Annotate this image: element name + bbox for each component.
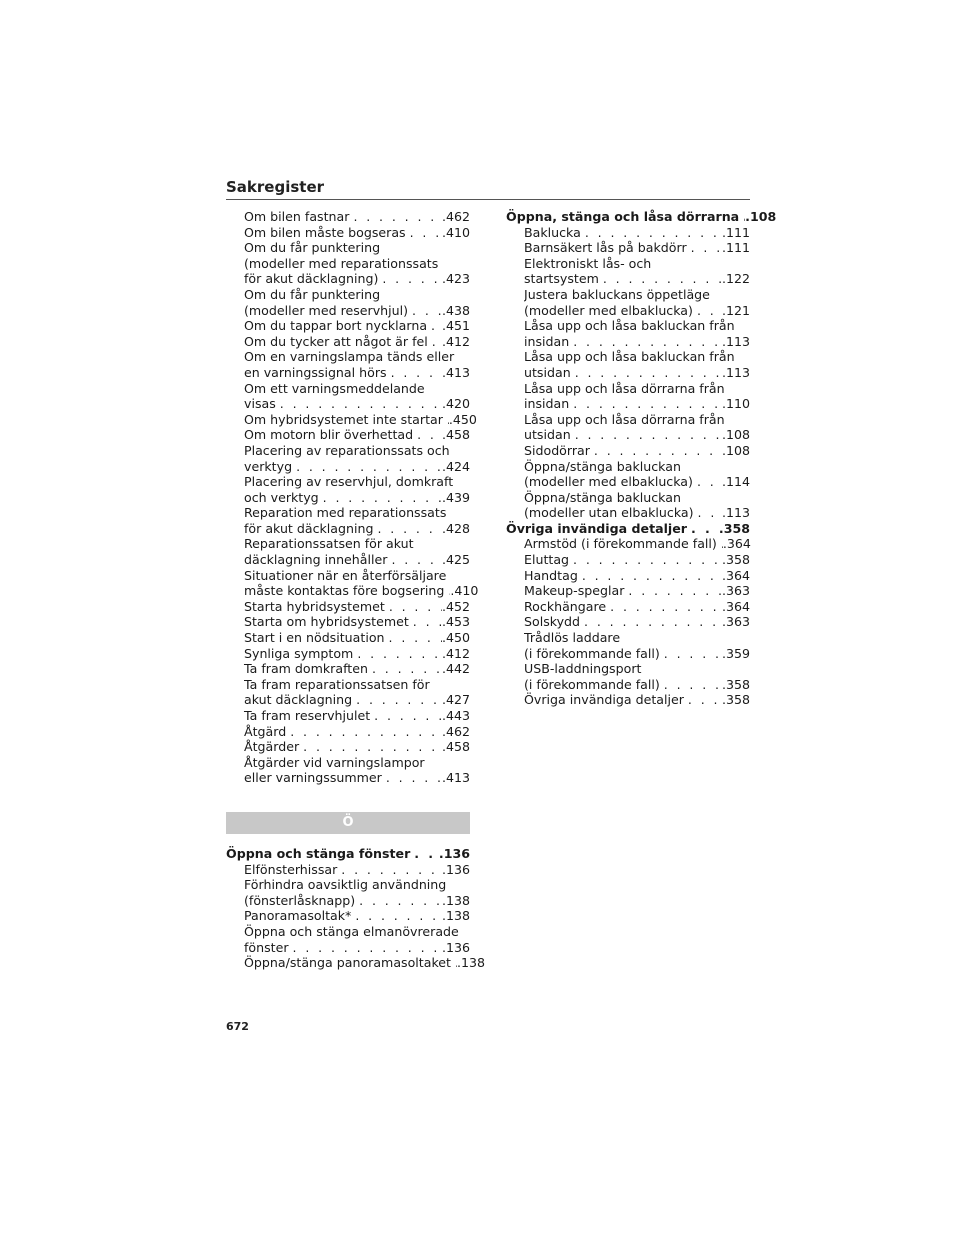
index-entry-text: Placering av reservhjul, domkraft [244, 474, 454, 490]
index-entry-text: (i förekommande fall) [524, 645, 660, 661]
index-entry-page: .413 [441, 364, 470, 380]
index-entry-line [524, 583, 750, 599]
index-entry-text: måste kontaktas före bogsering [244, 583, 445, 599]
index-entry-text: Sidodörrar [524, 442, 590, 458]
index-entry-text: (modeller med elbaklucka) [524, 474, 693, 490]
index-entry-page: .111 [721, 240, 750, 256]
index-entry-line [524, 271, 750, 287]
index-column-right [506, 209, 777, 708]
index-entry-page: .136 [441, 939, 470, 955]
index-entry-page: .450 [448, 411, 477, 427]
index-entry-text: Öppna och stänga fönster [226, 846, 411, 861]
index-entry-page: .443 [441, 708, 470, 723]
index-entry-text: Låsa upp och låsa dörrarna från [524, 411, 725, 427]
index-entry-text: (modeller utan elbaklucka) [524, 505, 694, 521]
dot-leader [352, 692, 442, 708]
index-entry-line [244, 459, 470, 475]
index-entry-page: .358 [718, 520, 750, 536]
index-entry-line [244, 271, 470, 287]
index-entry [226, 724, 470, 740]
index-entry-text: Öppna/stänga bakluckan [524, 489, 681, 505]
index-entry-line [244, 724, 470, 740]
index-entry [506, 318, 750, 349]
index-entry-text: Barnsäkert lås på bakdörr [524, 240, 687, 256]
index-entry [506, 614, 750, 630]
index-entry-line [244, 893, 470, 909]
index-main-entry [506, 209, 777, 225]
index-entry-page: .458 [441, 739, 470, 755]
dot-leader [693, 474, 722, 490]
dot-leader [428, 334, 442, 350]
dot-leader [355, 893, 442, 909]
index-entry-text: Elektroniskt lås- och [524, 255, 652, 271]
index-entry [226, 614, 470, 630]
dot-leader [660, 677, 722, 693]
index-column-left-lower [226, 846, 486, 971]
index-entry-line [244, 908, 470, 924]
dot-leader [590, 443, 722, 459]
index-entry-page: .138 [441, 892, 470, 908]
index-entry-text: startsystem [524, 271, 599, 287]
index-entry-line [226, 846, 470, 862]
index-entry-line [524, 552, 750, 568]
index-entry [226, 536, 470, 567]
index-entry-text: (i förekommande fall) [524, 676, 660, 692]
index-main-entry [226, 846, 470, 862]
index-entry-line [506, 209, 777, 225]
dot-leader [569, 334, 722, 350]
index-entry-line [244, 209, 470, 225]
index-entry [226, 381, 470, 412]
dot-leader [387, 552, 442, 568]
index-entry [226, 287, 470, 318]
index-main-entry [506, 521, 750, 537]
index-entry-text: (modeller med reservhjul) [244, 302, 409, 318]
index-entry-text: Panoramasoltak* [244, 908, 352, 924]
index-entry [506, 225, 750, 241]
index-entry [506, 490, 750, 521]
index-entry-text: Synliga symptom [244, 645, 354, 661]
index-entry-text: Om bilen fastnar [244, 209, 350, 224]
index-entry-text: Om du får punktering [244, 240, 381, 256]
index-entry-line [244, 552, 470, 568]
index-entry-page: .136 [438, 846, 470, 861]
index-entry [226, 646, 470, 662]
dot-leader [569, 552, 722, 568]
index-entry [226, 908, 470, 924]
index-entry [506, 692, 750, 708]
index-entry [506, 443, 750, 459]
index-entry-text: Om hybridsystemet inte startar [244, 411, 443, 427]
index-entry [506, 661, 750, 692]
index-entry-text: Reparation med reparationssats [244, 505, 447, 521]
index-entry-line [244, 365, 470, 381]
index-entry-line [524, 443, 750, 459]
dot-leader [337, 862, 442, 878]
index-entry-page: .108 [745, 209, 777, 224]
index-entry-line [524, 646, 750, 662]
index-entry-line [244, 427, 470, 443]
index-entry [226, 567, 479, 599]
dot-leader [578, 568, 722, 584]
dot-leader [571, 427, 722, 443]
dot-leader [660, 646, 722, 662]
index-entry-text: Handtag [524, 567, 578, 583]
index-entry-line [244, 955, 486, 971]
index-entry-line [524, 303, 750, 319]
index-entry-page: .412 [441, 645, 470, 661]
dot-leader [624, 583, 722, 599]
dot-leader [687, 240, 722, 256]
dot-leader [599, 271, 722, 287]
index-entry-text: Om en varningslampa tänds eller [244, 349, 455, 365]
index-entry-text: Om bilen måste bogseras [244, 224, 406, 240]
index-entry-text: Reparationssatsen för akut [244, 536, 414, 552]
index-entry-page: .110 [721, 396, 750, 412]
index-entry-text: utsidan [524, 364, 571, 380]
index-entry-page: .114 [721, 474, 750, 490]
dot-leader [353, 646, 442, 662]
index-entry-text: insidan [524, 333, 570, 349]
index-entry [506, 630, 750, 661]
index-entry-line [244, 646, 470, 662]
index-entry-line [524, 427, 750, 443]
index-entry-page: .425 [441, 552, 470, 568]
index-entry-page: .122 [721, 271, 750, 287]
index-entry-line [524, 692, 750, 708]
index-entry-page: .452 [441, 598, 470, 614]
dot-leader [292, 459, 442, 475]
dot-leader [286, 724, 442, 740]
index-entry [226, 505, 470, 536]
index-entry-text: för akut däcklagning [244, 520, 374, 536]
index-entry-page: .359 [721, 645, 750, 661]
index-entry-text: Låsa upp och låsa bakluckan från [524, 349, 735, 365]
index-entry [226, 225, 470, 241]
index-entry-line [244, 862, 470, 878]
index-entry-text: Om motorn blir överhettad [244, 427, 414, 443]
index-entry-line [244, 708, 470, 724]
dot-leader [687, 521, 719, 537]
index-entry-text: Förhindra oavsiktlig användning [244, 877, 447, 893]
index-entry-page: .458 [441, 427, 470, 443]
index-entry-line [244, 396, 470, 412]
index-entry-text: Solskydd [524, 614, 581, 630]
index-entry [506, 412, 750, 443]
dot-leader [368, 661, 442, 677]
index-entry-text: och verktyg [244, 489, 319, 505]
index-entry-page: .410 [450, 583, 479, 599]
index-entry-text: Om ett varningsmeddelande [244, 380, 425, 396]
index-entry-page: .424 [441, 458, 470, 474]
index-entry-line [524, 225, 750, 241]
dot-leader [410, 846, 439, 862]
index-entry [506, 568, 750, 584]
index-entry-text: Låsa upp och låsa dörrarna från [524, 380, 725, 396]
index-entry-text: Låsa upp och låsa bakluckan från [524, 318, 735, 334]
dot-leader [370, 708, 442, 724]
section-letter-band: Ö [226, 812, 470, 834]
index-entry-line [244, 770, 470, 786]
dot-leader [571, 365, 722, 381]
index-entry-page: .113 [721, 364, 750, 380]
index-entry-text: Elfönsterhissar [244, 861, 338, 877]
index-entry-page: .439 [441, 489, 470, 505]
index-entry-text: Öppna/stänga panoramasoltaket [244, 955, 451, 971]
index-entry-text: USB-laddningsport [524, 661, 642, 677]
index-entry-text: Baklucka [524, 224, 581, 240]
index-entry-text: (modeller med reparationssats [244, 255, 439, 271]
index-entry-text: Start i en nödsituation [244, 630, 385, 646]
index-entry-page: .108 [721, 427, 750, 443]
index-entry [226, 630, 470, 646]
index-entry-text: Övriga invändiga detaljer [506, 520, 687, 536]
index-entry-page: .138 [457, 955, 486, 971]
dot-leader [378, 271, 442, 287]
dot-leader [382, 770, 442, 786]
index-entry-line [244, 583, 479, 599]
index-entry [226, 661, 470, 677]
index-entry-text: visas [244, 396, 276, 412]
index-entry-text: Öppna, stänga och låsa dörrarna [506, 209, 740, 224]
page-header-title: Sakregister [226, 178, 325, 196]
index-entry-page: .111 [721, 224, 750, 240]
index-entry-page: .410 [441, 224, 470, 240]
index-entry-page: .113 [721, 505, 750, 521]
index-entry-page: .427 [441, 692, 470, 708]
dot-leader [319, 490, 442, 506]
index-entry-line [244, 940, 470, 956]
index-entry-page: .462 [441, 723, 470, 739]
header-divider [226, 199, 750, 200]
index-entry-line [506, 521, 750, 537]
index-entry-text: Ta fram reparationssatsen för [244, 676, 430, 692]
index-entry-page: .413 [441, 770, 470, 786]
index-entry-page: .364 [721, 567, 750, 583]
index-entry-text: (modeller med elbaklucka) [524, 302, 693, 318]
index-entry [226, 877, 470, 908]
index-entry [506, 256, 750, 287]
index-entry-text: insidan [524, 396, 570, 412]
index-entry-page: .363 [721, 583, 750, 599]
dot-leader [409, 614, 442, 630]
dot-leader [684, 692, 722, 708]
dot-leader [299, 739, 442, 755]
index-entry-line [244, 630, 470, 646]
dot-leader [373, 521, 441, 537]
dot-leader [569, 396, 722, 412]
index-entry-page: .136 [441, 861, 470, 877]
dot-leader [406, 225, 442, 241]
index-entry [506, 599, 750, 615]
index-entry [226, 739, 470, 755]
index-entry-line [524, 505, 750, 521]
dot-leader [349, 209, 442, 225]
index-entry-text: en varningssignal hörs [244, 364, 387, 380]
index-entry-page: .358 [721, 552, 750, 568]
index-entry-line [244, 411, 477, 428]
index-entry [226, 862, 470, 878]
index-entry [506, 240, 750, 256]
index-entry-text: verktyg [244, 458, 293, 474]
index-entry-text: Starta hybridsystemet [244, 598, 385, 614]
index-entry-line [244, 318, 470, 334]
index-entry-line [244, 334, 470, 350]
index-entry [226, 599, 470, 615]
dot-leader [387, 365, 442, 381]
index-entry-line [244, 739, 470, 755]
index-entry-line [244, 521, 470, 537]
index-entry [506, 349, 750, 380]
index-entry-text: Makeup-speglar [524, 583, 625, 599]
index-entry [226, 411, 477, 428]
index-entry-page: .108 [721, 442, 750, 458]
index-entry-text: Starta om hybridsystemet [244, 614, 409, 630]
index-entry-page: .364 [722, 536, 751, 552]
index-entry [226, 443, 470, 474]
dot-leader [385, 630, 442, 646]
index-entry-line [244, 692, 470, 708]
index-entry [506, 381, 750, 412]
dot-leader [581, 225, 722, 241]
dot-leader [694, 505, 722, 521]
index-entry [226, 677, 470, 708]
index-entry-line [524, 334, 750, 350]
index-entry-text: för akut däcklagning) [244, 271, 379, 287]
index-entry-page: .462 [441, 209, 470, 224]
index-entry-text: Armstöd (i förekommande fall) [524, 536, 717, 552]
dot-leader [427, 318, 442, 334]
index-entry-text: Om du tycker att något är fel [244, 333, 428, 349]
index-entry [226, 955, 486, 971]
dot-leader [413, 427, 442, 443]
index-entry [226, 318, 470, 334]
index-entry-page: .121 [721, 302, 750, 318]
index-entry-text: Justera bakluckans öppetläge [524, 286, 710, 302]
index-entry-text: eller varningssummer [244, 770, 382, 786]
index-entry-line [524, 536, 750, 552]
index-entry-line [524, 396, 750, 412]
index-entry-text: Åtgärder [244, 739, 300, 755]
index-entry-text: Ta fram domkraften [244, 661, 368, 677]
index-entry-text: Öppna/stänga bakluckan [524, 458, 681, 474]
index-entry-page: .428 [441, 520, 470, 536]
page-number: 672 [226, 1020, 249, 1033]
index-entry [226, 240, 470, 287]
index-entry-text: Placering av reparationssats och [244, 442, 450, 458]
index-entry-text: Åtgärd [244, 723, 287, 739]
index-entry-text: (fönsterlåsknapp) [244, 892, 356, 908]
index-entry-text: Om du får punktering [244, 286, 381, 302]
index-entry [506, 459, 750, 490]
index-entry-page: .450 [441, 630, 470, 646]
index-entry [506, 583, 750, 599]
dot-leader [408, 303, 442, 319]
index-entry-text: utsidan [524, 427, 571, 443]
dot-leader [580, 614, 722, 630]
index-entry-text: däcklagning innehåller [244, 552, 388, 568]
index-entry [226, 334, 470, 350]
index-entry-line [244, 303, 470, 319]
index-entry-page: .451 [441, 318, 470, 334]
index-entry [226, 209, 470, 225]
index-entry [226, 924, 470, 955]
index-entry-line [524, 365, 750, 381]
index-column-left [226, 209, 479, 786]
index-entry-line [524, 614, 750, 630]
dot-leader [606, 599, 722, 615]
index-entry [226, 427, 470, 443]
index-entry-page: .412 [441, 333, 470, 349]
index-entry-text: Åtgärder vid varningslampor [244, 754, 425, 770]
index-entry-page: .138 [441, 908, 470, 924]
index-entry-page: .358 [721, 676, 750, 692]
index-entry-text: Öppna och stänga elmanövrerade [244, 923, 459, 939]
index-entry-line [244, 614, 470, 630]
index-entry-line [524, 240, 750, 256]
index-entry-text: akut däcklagning [244, 692, 353, 708]
index-entry-line [244, 490, 470, 506]
index-entry-text: Ta fram reservhjulet [244, 708, 371, 723]
index-entry [226, 708, 470, 724]
index-entry-page: .423 [441, 271, 470, 287]
index-entry-line [244, 661, 470, 677]
index-entry-text: Övriga invändiga detaljer [524, 692, 684, 708]
index-entry-page: .453 [441, 614, 470, 630]
index-entry-line [244, 599, 470, 615]
index-entry-page: .363 [721, 614, 750, 630]
index-entry-line [524, 568, 750, 584]
index-entry-page: .442 [441, 661, 470, 677]
index-entry-text: Rockhängare [524, 598, 607, 614]
index-entry-text: Om du tappar bort nycklarna [244, 318, 428, 334]
index-entry-text: Situationer när en återförsäljare [244, 567, 447, 583]
index-entry-line [524, 677, 750, 693]
index-entry [226, 755, 470, 786]
dot-leader [276, 396, 442, 412]
dot-leader [289, 940, 442, 956]
index-entry-page: .113 [721, 333, 750, 349]
index-entry-text: fönster [244, 939, 289, 955]
index-entry [506, 552, 750, 568]
index-entry-line [524, 599, 750, 615]
dot-leader [693, 303, 722, 319]
index-entry-page: .358 [721, 692, 750, 708]
dot-leader [385, 599, 442, 615]
index-entry-text: Eluttag [524, 552, 570, 568]
index-entry [226, 349, 470, 380]
index-entry-line [524, 474, 750, 490]
index-entry-line [244, 225, 470, 241]
dot-leader [351, 908, 442, 924]
index-entry-text: Trådlös laddare [524, 630, 621, 646]
index-entry [506, 287, 750, 318]
index-entry-page: .438 [441, 302, 470, 318]
index-entry [506, 536, 750, 552]
index-entry-page: .420 [441, 396, 470, 412]
index-entry-page: .364 [721, 598, 750, 614]
index-entry [226, 474, 470, 505]
